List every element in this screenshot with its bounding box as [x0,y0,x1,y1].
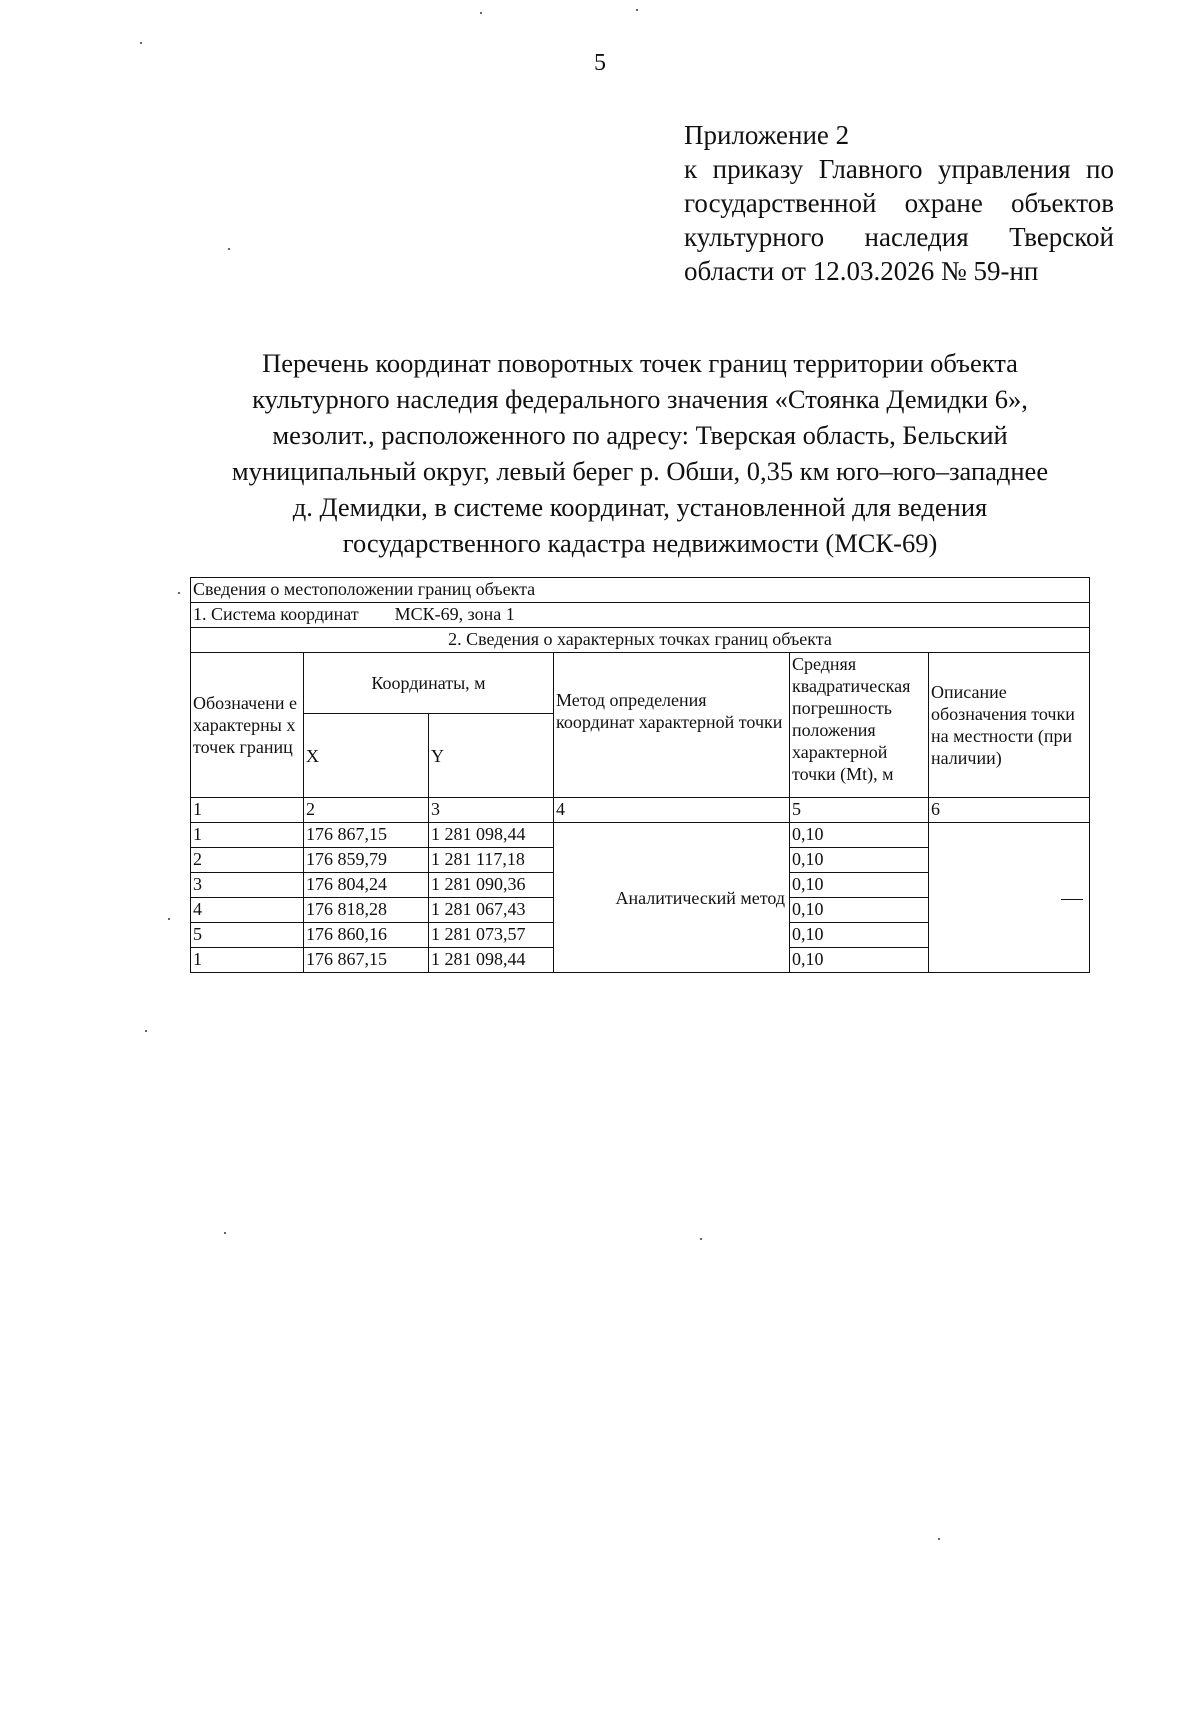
error-cell: 0,10 [790,948,929,973]
error-header: Средняя квадратическая погрешность положения характерной точки (Mt), м [790,653,929,798]
column-number: 1 [191,798,304,823]
scan-speck [224,1232,226,1234]
y-coordinate-cell: 1 281 067,43 [429,898,554,923]
scan-speck [480,12,482,14]
title-line: муниципальный округ, левый берег р. Обши, 0,35 км юго–юго–западнее [231,456,1049,486]
coordinate-system-row [191,603,1090,628]
title-line: д. Демидки, в системе координат, установленной для ведения [292,492,988,522]
method-header: Метод определения координат характерной точки [554,653,790,798]
x-coordinate-cell: 176 860,16 [304,923,429,948]
appendix-order-reference: к приказу Главного управления по государственной охране объектов культурного наследия Тверской области от 12.03.2026 № 59-нп [684,154,1114,286]
y-coordinate-cell: 1 281 090,36 [429,873,554,898]
points-header-cell: 2. Сведения о характерных точках границ объекта [191,628,1090,653]
x-coordinate-cell: 176 859,79 [304,848,429,873]
title-line: Перечень координат поворотных точек границ территории объекта [262,348,1018,378]
scan-speck [140,42,142,44]
column-number-row [191,798,1090,823]
x-coordinate-cell: 176 818,28 [304,898,429,923]
column-number: 4 [554,798,790,823]
column-number: 3 [429,798,554,823]
error-cell: 0,10 [790,923,929,948]
point-number-cell: 5 [191,923,304,948]
coordinate-system-label: 1. Система координат [193,604,359,624]
error-cell: 0,10 [790,898,929,923]
column-number: 5 [790,798,929,823]
point-number-cell: 2 [191,848,304,873]
scan-speck [178,592,180,594]
description-dash [1061,899,1083,900]
section-header-cell: Сведения о местоположении границ объекта [191,578,1090,603]
y-coordinate-cell: 1 281 073,57 [429,923,554,948]
description-cell [929,823,1090,973]
scan-speck [228,248,230,250]
error-cell: 0,10 [790,848,929,873]
x-header: X [304,714,429,798]
designation-header: Обозначени е характерны х точек границ [191,653,304,798]
x-coordinate-cell: 176 804,24 [304,873,429,898]
column-number: 6 [929,798,1090,823]
method-cell: Аналитический метод [554,823,790,973]
points-header-row [191,628,1090,653]
y-coordinate-cell: 1 281 117,18 [429,848,554,873]
title-line: культурного наследия федерального значения «Стоянка Демидки 6», [252,384,1028,414]
table-section-header-row [191,578,1090,603]
column-number: 2 [304,798,429,823]
page-number: 5 [594,50,606,76]
point-number-cell: 3 [191,873,304,898]
point-number-cell: 1 [191,948,304,973]
appendix-block [684,118,1114,288]
error-cell: 0,10 [790,823,929,848]
title-line: государственного кадастра недвижимости (МСК-69) [342,528,938,558]
scan-speck [938,1538,940,1540]
column-header-row [191,653,1090,714]
coordinates-table [190,577,1090,973]
y-coordinate-cell: 1 281 098,44 [429,823,554,848]
description-header: Описание обозначения точки на местности (при наличии) [929,653,1090,798]
scan-speck [700,1238,702,1240]
point-number-cell: 4 [191,898,304,923]
y-coordinate-cell: 1 281 098,44 [429,948,554,973]
coordinates-header: Координаты, м [304,653,554,714]
coordinate-system-value: МСК-69, зона 1 [394,604,515,624]
document-title [150,345,1130,561]
coordinate-system-cell [191,603,1090,628]
appendix-label: Приложение 2 [684,120,850,150]
scan-speck [168,918,170,920]
error-cell: 0,10 [790,873,929,898]
x-coordinate-cell: 176 867,15 [304,948,429,973]
table-row [191,823,1090,848]
y-header: Y [429,714,554,798]
title-line: мезолит., расположенного по адресу: Тверская область, Бельский [272,420,1008,450]
scan-speck [145,1030,147,1032]
point-number-cell: 1 [191,823,304,848]
x-coordinate-cell: 176 867,15 [304,823,429,848]
scan-speck [636,9,638,11]
